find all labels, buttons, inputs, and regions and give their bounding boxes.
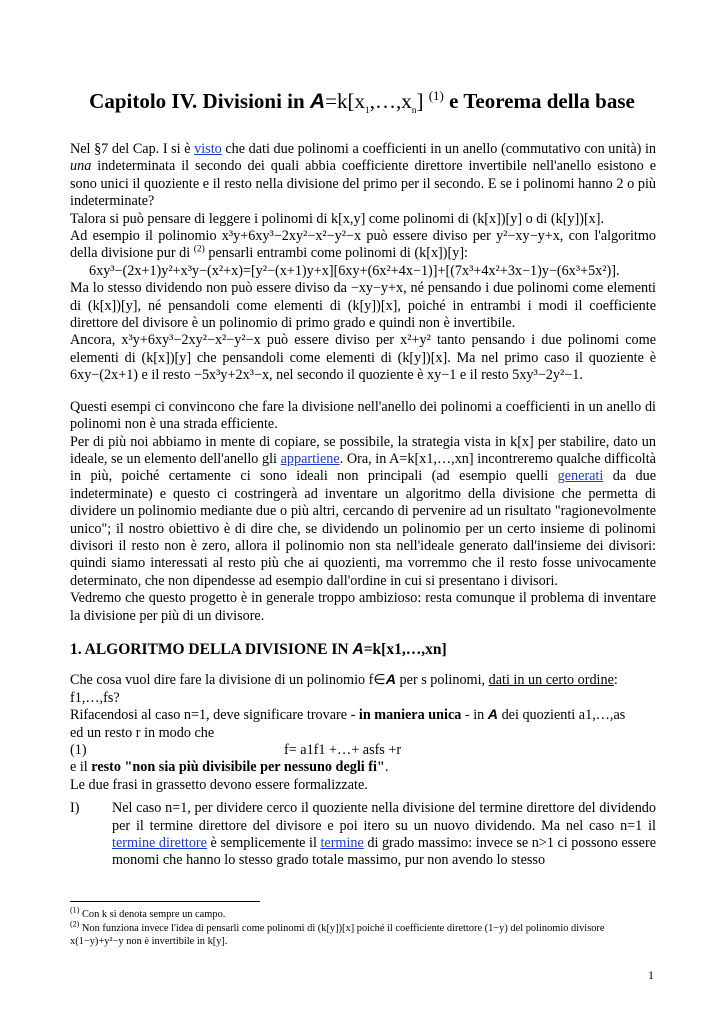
division-equation: 6xy³−(2x+1)y²+x³y−(x²+x)=[y²−(x+1)y+x][6xy+(6x²+4x−1)]+[(7x³+4x²+3x−1)y−(6x³+5x²)].: [89, 262, 620, 279]
equation-number: (1): [70, 742, 87, 758]
intro-paragraph-1: Nel §7 del Cap. I si è visto che dati due polinomi a coefficienti in un anello (commutativo con unità) in una indeterminata il secondo dei quali abbia coefficiente direttore invertibile nell'anello esistono e sono unici il quoziente e il resto nella divisione del primo per il secondo. E se i polinomi hanno 2 o più indeterminate?: [70, 141, 657, 210]
link-visto[interactable]: visto: [194, 141, 222, 157]
section-1-paragraph-1: Che cosa vuol dire fare la divisione di un polinomio f∈A per s polinomi, dati in un certo ordine:: [70, 672, 618, 689]
intro-paragraph-6: Questi esempi ci convincono che fare la divisione nell'anello dei polinomi a coefficienti in un anello di polinomi non è una strada efficiente.: [70, 398, 656, 433]
link-appartiene[interactable]: appartiene: [280, 450, 340, 467]
footnote-1: $^{(1)}$ Con k si denota sempre un campo.: [70, 905, 226, 920]
footnote-2: $^{(2)}$ Non funziona invece l'idea di pensarli come polinomi di (k[y])[x] poiché il coefficiente direttore (1−y) del polinomio divisore x(1−y)+y²−y non è invertibile in k[y].: [70, 919, 605, 947]
link-termine-direttore[interactable]: termine direttore: [112, 835, 207, 852]
chapter-title: Capitolo IV. Divisioni in $A=k[x_1,\dots,x_n]$ $^{(1)}$ e Teorema della base: [89, 88, 635, 117]
section-1-paragraph-2: Rifacendosi al caso n=1, deve significare trovare - in maniera unica - in A dei quozienti a1,…,as: [70, 707, 626, 724]
intro-text: [70, 141, 656, 870]
section-1-paragraph-4: Le due frasi in grassetto devono essere formalizzate.: [70, 776, 368, 793]
footnote-ref-1[interactable]: (1): [428, 88, 444, 103]
section-1-heading: 1. ALGORITMO DELLA DIVISIONE IN A=k[x1,…,xn]: [70, 640, 447, 658]
list-item-I: I) Nel caso n=1, per dividere cerco il quoziente nella divisione del termine direttore del dividendo per il termine direttore del divisore e poi itero su un nuovo dividendo. Ma nel caso n=1 il termine direttore è semplicemente il termine di grado massimo: invece se n>1 ci possono essere monomi che hanno lo stesso grado totale massimo, pur non avendo lo stesso: [70, 800, 657, 869]
footnote-separator: [70, 901, 260, 902]
list-item-label: I): [70, 800, 80, 817]
intro-paragraph-3: Ad esempio il polinomio x³y+6xy³−2xy²−x²−y²−x può essere diviso per y²−xy−y+x, con l'algoritmo della divisione pur di $^{(2)}$ pensarli entrambi come polinomi di (k[x])[y]:: [70, 228, 656, 262]
equation-body: f= a1f1 +…+ asfs +r: [284, 742, 402, 758]
link-termine[interactable]: termine: [320, 835, 364, 852]
footnote-ref-2[interactable]: (2): [193, 244, 205, 255]
intro-paragraph-8: Vedremo che questo progetto è in generale troppo ambizioso: resta comunque il problema di inventare la divisione per più di un divisore.: [70, 590, 656, 624]
divisor-list: f1,…,fs?: [70, 689, 120, 706]
intro-paragraph-4: Ma lo stesso dividendo non può essere diviso da −xy−y+x, né pensando i due polinomi come elementi di (k[x])[y], né pensandoli come elementi di (k[y])[x], poiché in entrambi i modi il coefficiente direttore del divisore è un polinomio di primo grado e quindi non è invertibile.: [70, 280, 656, 332]
intro-paragraph-2: Talora si può pensare di leggere i polinomi di k[x,y] come polinomi di (k[x])[y] o di (k[y])[x].: [70, 210, 605, 227]
intro-paragraph-7: Per di più noi abbiamo in mente di copiare, se possibile, la strategia vista in k[x] per stabilire, dato un ideale, se un elemento dell'anello gli appartiene. Ora, in A=k[x1,…,xn] incontreremo qualche difficoltà in più, poiché certamente ci sono ideali non principali (ad esempio quelli generati da due indeterminate) e questo ci costringerà ad inventare un algoritmo della divisione che permetta di dividere un polinomio mediante due o più altri, cercando di pervenire ad un risultato "ragionevolmente unico"; il nostro obiettivo è di dire che, se dividendo un polinomio per un certo insieme di polinomi divisori il resto non è zero, allora il polinomio non sta nell'ideale generato dall'insieme dei divisori: quindi siamo interessati al resto più che ai quozienti, ma vorremmo che il resto fosse univocamente determinato, che non dipendesse ad esempio dall'ordine in cui si presentano i divisori.: [70, 433, 657, 589]
section-1-paragraph-3: e il resto "non sia più divisibile per nessuno degli fi".: [70, 759, 389, 776]
section-1-paragraph-2b: ed un resto r in modo che: [70, 724, 215, 741]
equation-1: [70, 742, 656, 759]
intro-paragraph-5: Ancora, x³y+6xy³−2xy²−x²−y²−x può essere diviso per x²+y² tanto pensando i due polinomi come elementi di (k[x])[y] che pensandoli come elementi di (k[y])[x]. Ma nel primo caso il quoziente è 6xy−(2x+1) e il resto −5x³y+2x³−x, nel secondo il quoziente è xy−1 e il resto 5xy³−2y²−1.: [70, 332, 656, 384]
link-generati[interactable]: generati: [557, 468, 604, 485]
page-number: 1: [648, 968, 654, 982]
